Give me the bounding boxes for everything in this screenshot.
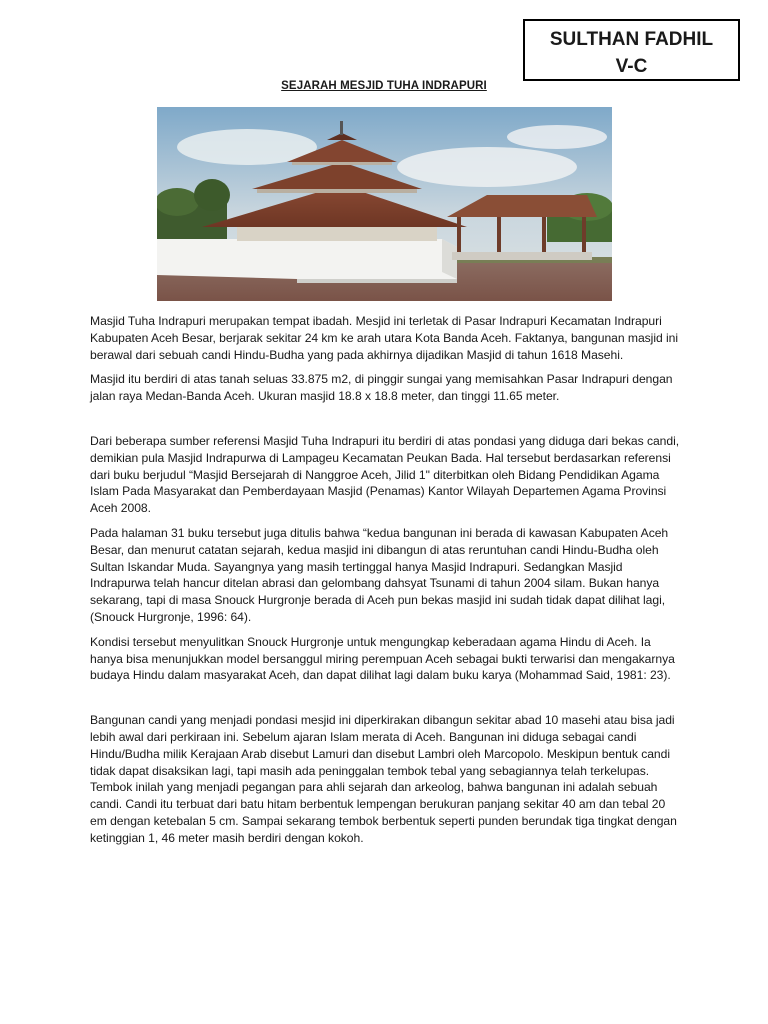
- paragraph-3: Dari beberapa sumber referensi Masjid Tuha Indrapuri itu berdiri di atas pondasi yang diduga dari bekas candi, demikian pula Masjid Indrapurwa di Lampageu Kecamatan Peukan Bada. Hal tersebut berdasarkan referensi dari buku berjudul “Masjid Bersejarah di Nanggroe Aceh, Jilid 1" diterbitkan oleh Bidang Pendidikan Agama Islam Pada Masyarakat dan Pemberdayaan Masjid (Penamas) Kantor Wilayah Departemen Agama Provinsi Aceh 2008.: [90, 433, 680, 516]
- document-title: SEJARAH MESJID TUHA INDRAPURI: [281, 80, 487, 92]
- mosque-photo: [157, 107, 612, 301]
- student-name: SULTHAN FADHIL: [549, 29, 714, 50]
- paragraph-5: Kondisi tersebut menyulitkan Snouck Hurgronje untuk mengungkap keberadaan agama Hindu di Aceh. Ia hanya bisa menunjukkan model bersanggul miring perempuan Aceh sebagai bukti terwarisi dan mengakarnya budaya Hindu dalam masyarakat Aceh, dan dapat dilihat lagi dalam buku karya (Mohammad Said, 1981: 23).: [90, 634, 675, 683]
- paragraph-4: Pada halaman 31 buku tersebut juga ditulis bahwa “kedua bangunan ini berada di kawasan Kabupaten Aceh Besar, dan menurut catatan sejarah, kedua masjid ini dibangun di atas reruntuhan candi Hindu-Budha oleh Sultan Iskandar Muda. Sayangnya yang masih tertinggal hanya Masjid Indrapuri. Sedangkan Masjid Indrapurwa telah hancur ditelan abrasi dan gelombang dahsyat Tsunami di tahun 2004 silam. Bukan hanya sekarang, tapi di masa Snouck Hurgronje berada di Aceh pun bekas masjid ini sudah tidak dapat dilihat lagi, (Snouck Hurgronje, 1996: 64).: [90, 525, 669, 624]
- student-class: V-C: [615, 56, 648, 77]
- paragraph-6: Bangunan candi yang menjadi pondasi mesjid ini diperkirakan dibangun sekitar abad 10 masehi atau bisa jadi lebih awal dari perkiraan ini. Sebelum ajaran Islam merata di Aceh. Bangunan ini diduga sebagai candi Hindu/Budha milik Kerajaan Arab disebut Lamuri dan disebut Lambri oleh Marcopolo. Meskipun bentuk candi tidak dapat disaksikan lagi, tapi masih ada peninggalan tembok tebal yang sebagiannya telah terkelupas. Tembok inilah yang menjadi pegangan para ahli sejarah dan arkeolog, bahwa bangunan ini adalah sebuah candi. Candi itu terbuat dari batu hitam berbentuk lempengan berukuran panjang sekitar 40 am dan tebal 20 em dengan ketebalan 5 cm. Sampai sekarang tembok berbentuk seperti punden berundak tiga tingkat dengan ketinggian 1, 46 meter masih berdiri dengan kokoh.: [90, 713, 677, 845]
- paragraph-1: Masjid Tuha Indrapuri merupakan tempat ibadah. Mesjid ini terletak di Pasar Indrapuri Kecamatan Indrapuri Kabupaten Aceh Besar, berjarak sekitar 24 km ke arah utara Kota Banda Aceh. Faktanya, bangunan masjid ini berawal dari sebuah candi Hindu-Budha yang pada akhirnya dijadikan Masjid di tahun 1618 Masehi.: [90, 314, 678, 362]
- paragraph-2: Masjid itu berdiri di atas tanah seluas 33.875 m2, di pinggir sungai yang memisahkan Pasar Indrapuri dengan jalan raya Medan-Banda Aceh. Ukuran masjid 18.8 x 18.8 meter, dan tinggi 11.65 meter.: [90, 372, 673, 404]
- article-body: [90, 313, 682, 855]
- student-name-box: [523, 19, 740, 81]
